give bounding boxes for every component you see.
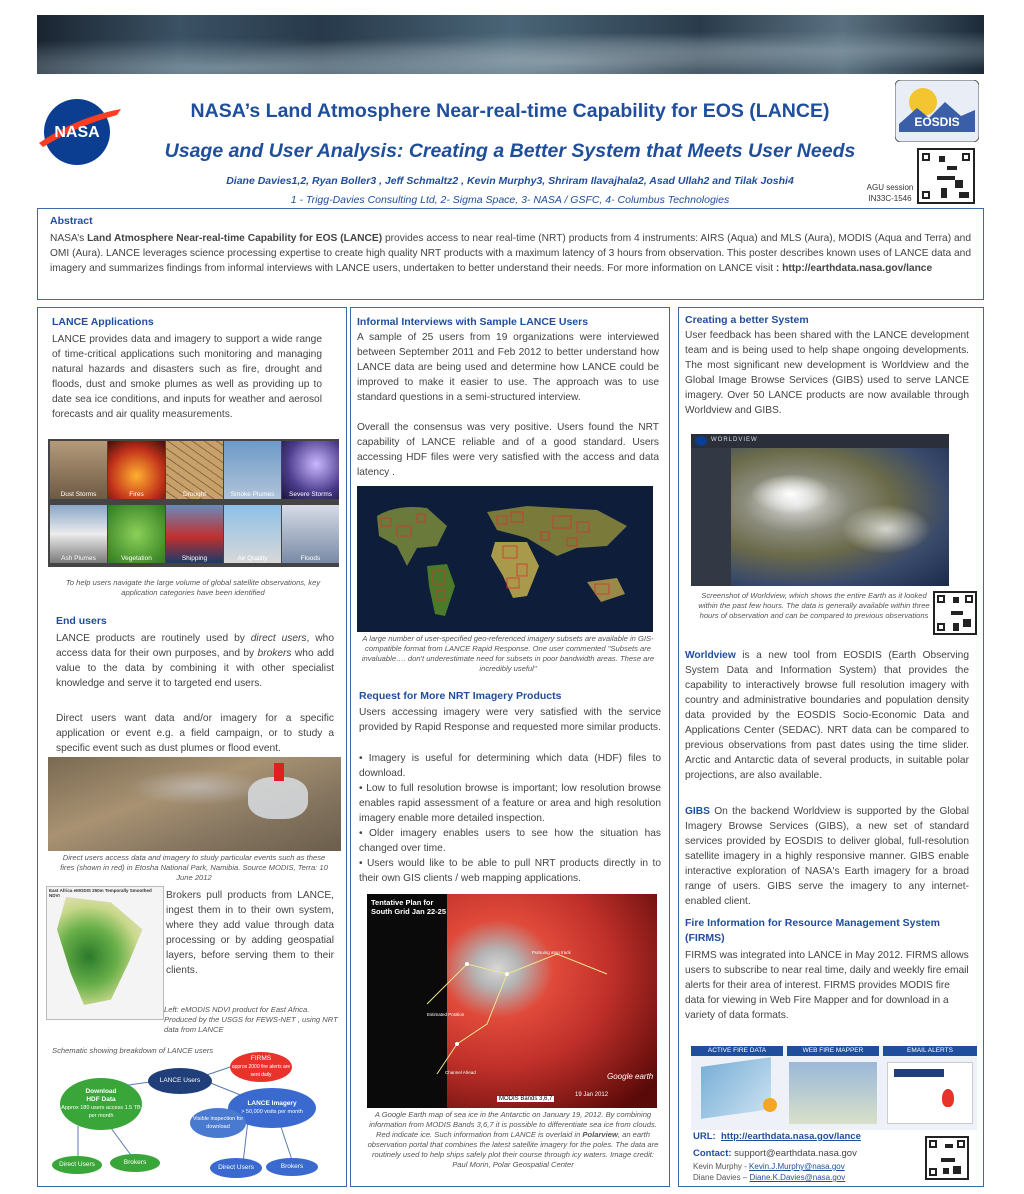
lance-link[interactable]: : http://earthdata.nasa.gov/lance [775,263,933,274]
diane-contact: Diane Davies – Diane.K.Davies@nasa.gov [693,1173,846,1182]
firms-heading: Fire Information for Resource Management System (FIRMS) [685,917,940,944]
request-heading: Request for More NRT Imagery Products [359,690,562,702]
nasa-logo [37,95,123,167]
email-alert-thumbnail [887,1062,973,1124]
poster-subtitle: Usage and User Analysis: Creating a Better System that Meets User Needs [164,140,856,162]
firms-node: FIRMS approx 2000 fire alerts are sent daily [230,1052,292,1082]
bullet-1: • Imagery is useful for determining which data (HDF) files to download. [359,753,661,779]
tile-floods: Floods [282,505,339,563]
end-users-heading: End users [56,615,107,627]
direct-users-text: Direct users want data and/or imagery for a specific application or event e.g. a field campaign, or to study a specific event such as dust plumes or flood event. [56,713,334,754]
column-middle [350,307,670,1187]
worldview-qr-code-icon[interactable] [933,591,977,635]
etosha-fire-image [48,757,341,851]
end-users-text: LANCE products are routinely used by direct users, who access data for their own purposes, and by brokers who add value to the data by combining it with other specialist knowledge and serve it to targeted end users. [56,633,334,689]
web-fire-mapper-thumbnail [789,1062,877,1124]
ndvi-caption: Left: eMODIS NDVI product for East Africa. Produced by the USGS for FEWS-NET , using NRT data from LANCE [164,1005,338,1034]
brokers-text: Brokers pull products from LANCE, ingest them in to their own system, where they add value through data processing or by adding geospatial layers, before serving them to their clients. [166,890,334,976]
qr-code-icon[interactable] [917,148,975,204]
agu-session: AGU session IN33C-1546 [866,183,914,203]
support-email[interactable]: support@earthdata.nasa.gov [731,1148,857,1159]
lance-imagery-node: LANCE Imagery > 50,000 visits per month [228,1088,316,1128]
svg-text:NASA: NASA [54,124,100,141]
diane-email-link[interactable]: Diane.K.Davies@nasa.gov [749,1173,846,1182]
tile-shipping: Shipping [166,505,223,563]
interviews-heading: Informal Interviews with Sample LANCE Users [357,316,589,328]
url-line: URL: http://earthdata.nasa.gov/lance [693,1131,861,1142]
worldview-caption: Screenshot of Worldview, which shows the entire Earth as it looked within the past few hours. The data is generally available within three hours of observation and can be compared to previous observations [698,591,930,620]
hdf-download-node: Download HDF Data Approx 180 users access 1.5 TB per month [60,1078,142,1130]
abstract-text: NASA’s Land Atmosphere Near-real-time Capability for EOS (LANCE) provides access to near real-time (NRT) products from 4 instruments: AIRS (Aqua) and MLS (Aura), MODIS (Aqua and Terra) and OMI (Aura). LANCE leverages science processing expertise to create high quality NRT products with a maximum latency of 3 hours from observation. This poster describes known uses of LANCE data and imagery and summarizes findings from informal interviews with LANCE users, undertaken to better understand their needs. For more information on LANCE visit : http://earthdata.nasa.gov/lance [50,233,971,274]
firms-banner-image [691,1046,977,1130]
consensus-text: Overall the consensus was very positive. Users found the NRT capability of LANCE reliable and of a good standard. Users accessing HDF files were very satisfied with the access and data latency . [357,422,659,478]
brokers-node-hdf: Brokers [110,1154,160,1172]
map-caption: A large number of user-specified geo-referenced imagery subsets are available in GIS-compatible format from LANCE Rapid Response. One user commented "Subsets are invaluable…. don't underestimate need for subsets in poor bandwidth areas. These are incredibly useful" [361,634,655,673]
tile-fires: Fires [108,441,165,499]
subsets-world-map [357,486,653,632]
interviews-text: A sample of 25 users from 19 organizations were interviewed between September 2011 and Feb 2012 to better understand how LANCE data are being used and determine how LANCE could be improved to make it easier to use. The approach was to use standard questions in a semi-structured interview. [357,332,659,403]
apps-heading: LANCE Applications [52,316,154,328]
lance-users-node: LANCE Users [148,1068,212,1094]
tile-vegetation: Vegetation [108,505,165,563]
gibs-text: GIBS On the backend Worldview is supported by the Global Imagery Browse Services (GIBS), a new set of standard services provided by EOSDIS to deliver global, full-resolution satellite imagery in a highly responsive manner. GIBS enable interactive exploration of NASA's Earth imagery for a broad range of users. GIBS serve the imagery to any internet-enabled client. [685,806,969,907]
abstract-heading: Abstract [50,215,93,227]
tile-drought: Drought [166,441,223,499]
bullet-4: • Users would like to be able to pull NRT products directly in to their own GIS clients / web mapping applications. [359,858,661,884]
better-system-text: User feedback has been shared with the LANCE development team and is being used to help shape ongoing developments. The most significant new development is Worldview and the Global Image Browse Services (GIBS) used to serve LANCE imagery. Over 50 LANCE products are now available through Worldview and GIBS. [685,330,969,416]
application-categories-image [48,439,339,567]
tile-ash-plumes: Ash Plumes [50,505,107,563]
schematic-caption: Schematic showing breakdown of LANCE users [52,1046,214,1055]
firms-text: FIRMS was integrated into LANCE in May 2012. FIRMS allows users to subscribe to near real time, daily and weekly fire email alerts for their area of interest. FIRMS provides MODIS fire data for viewing in Web Fire Mapper and for download in a variety of data formats. [685,950,969,1021]
top-banner-earth-image [37,15,984,74]
abstract-section [37,208,984,300]
request-text: Users accessing imagery were very satisfied with the service provided by Rapid Response and requested more similar products. [359,707,661,733]
sea-ice-caption: A Google Earth map of sea ice in the Antarctic on January 19, 2012. By combining information from MODIS Bands 3,6,7 it is possible to differentiate sea ice from clouds. Red indicate ice. Such information from LANCE is overlaid in Polarview, an earth observation portal that combines the latest satellite imagery for the poles. The data are routinely used to help ships safely plot their course through icy waters. Image credit: Paul Morin, Polar Geospatial Center [367,1110,659,1169]
worldview-text: Worldview is a new tool from EOSDIS (Earth Observing System Data and Information System) that provides the capability to interactively browse full resolution imagery with country and administrative boundaries and population density data provided by the EOSDIS Socio-Economic Data and Applications Center (SEDAC). NRT data can be compared to previous observations from past dates using the time slider. Arctic and Antarctic data of several products, in suitable polar projections, are also available. [685,650,969,781]
flame-icon [942,1089,954,1107]
tiles-caption: To help users navigate the large volume of global satellite observations, key application categories have been identified [65,578,321,597]
download-icon [763,1098,777,1112]
direct-users-node-imagery: Direct Users [210,1158,262,1178]
bullet-2: • Low to full resolution browse is important; low resolution browse enables rapid assessment of a feature or area and high resolution imagery enable more detailed inspection. [359,783,661,824]
eosdis-logo [895,80,979,142]
antarctic-sea-ice-map: Tentative Plan for South Grid Jan 22-25 Pursuing atop track Estimated Position Channel Ahead Google earth MODIS Bands 3,6,7 19 Jan 2012 [367,894,657,1108]
fire-caption: Direct users access data and imagery to study particular events such as these fires (shown in red) in Etosha National Park, Namibia. Source MODIS, Terra: 10 June 2012 [60,853,328,882]
tile-smoke-plumes: Smoke Plumes [224,441,281,499]
tile-dust-storms: Dust Storms [50,441,107,499]
ndvi-map-image: East Africa eMODIS 250m Temporally Smoothed NDVI [46,886,164,1020]
fire-data-layers-icon [701,1057,771,1119]
tile-severe-storms: Severe Storms [282,441,339,499]
poster-title: NASA’s Land Atmosphere Near-real-time Capability for EOS (LANCE) [190,100,830,122]
better-system-heading: Creating a better System [685,314,809,326]
bullet-3: • Older imagery enables users to see how the situation has changed over time. [359,828,661,854]
kevin-email-link[interactable]: Kevin.J.Murphy@nasa.gov [749,1162,845,1171]
direct-users-node-hdf: Direct Users [52,1156,102,1174]
tab-active-fire-data[interactable]: ACTIVE FIRE DATA [691,1046,783,1056]
affiliations: 1 - Trigg-Davies Consulting Ltd, 2- Sigma Space, 3- NASA / GSFC, 4- Columbus Technologies [290,194,730,206]
nasa-mini-logo-icon [695,436,707,446]
column-right [678,307,984,1187]
author-list: Diane Davies1,2, Ryan Boller3 , Jeff Schmaltz2 , Kevin Murphy3, Shriram Ilavajhala2, Asad Ullah2 and Tilak Joshi4 [226,175,794,187]
tile-air-quality: Air Quality [224,505,281,563]
column-left [37,307,347,1187]
tab-web-fire-mapper[interactable]: WEB FIRE MAPPER [787,1046,879,1056]
apps-text: LANCE provides data and imagery to support a wide range of time-critical applications such monitoring and managing natural hazards and disasters such as fire, drought and floods, dust and smoke plumes as well as providing up to date sea ice conditions, and inputs for weather and aerosol forecasts and air quality measurements. [52,334,322,420]
lance-url-link[interactable]: http://earthdata.nasa.gov/lance [720,1131,861,1142]
brokers-node-imagery: Brokers [266,1158,318,1176]
worldview-screenshot[interactable]: WORLDVIEW [691,434,949,586]
contact-qr-code-icon[interactable] [925,1136,969,1180]
svg-text:EOSDIS: EOSDIS [914,115,960,129]
contact-line: Contact: support@earthdata.nasa.gov [693,1148,857,1159]
tab-email-alerts[interactable]: EMAIL ALERTS [883,1046,977,1056]
kevin-contact: Kevin Murphy - Kevin.J.Murphy@nasa.gov [693,1162,845,1171]
visible-inspection-node: Visible inspection for download [190,1108,246,1138]
